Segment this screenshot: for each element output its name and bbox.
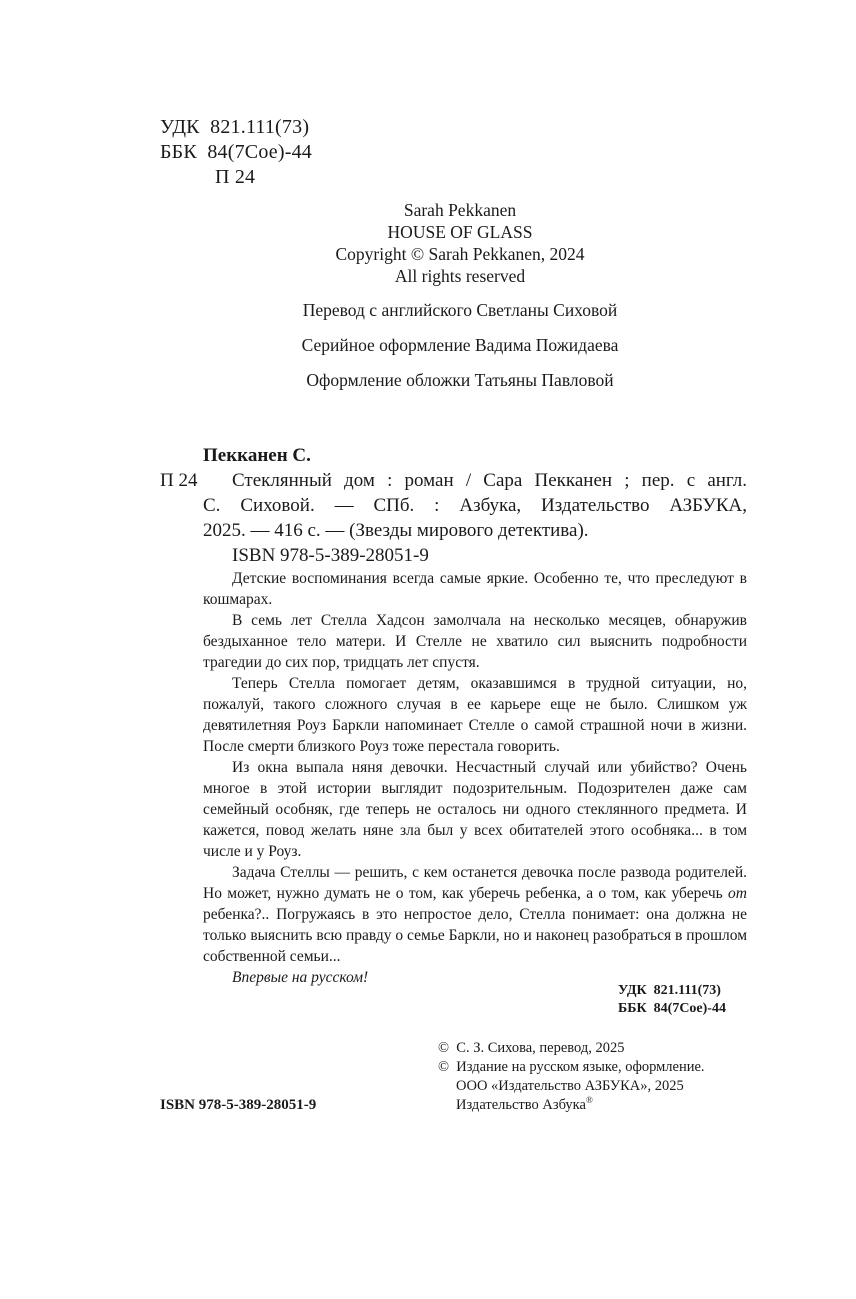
- original-copyright: Copyright © Sarah Pekkanen, 2024: [335, 244, 585, 264]
- original-rights: All rights reserved: [394, 266, 526, 286]
- bib-record: [203, 468, 747, 568]
- original-title: HOUSE OF GLASS: [387, 222, 533, 242]
- bbk-label: ББК: [160, 141, 197, 163]
- registered-mark-icon: ®: [585, 1095, 593, 1106]
- copyright-translation: © С. З. Сихова, перевод, 2025: [438, 1040, 625, 1056]
- udk-label: УДК: [160, 116, 200, 138]
- bib-isbn: ISBN 978-5-389-28051-9: [232, 545, 429, 566]
- bbk-bottom: ББК 84(7Сое)-44: [618, 1001, 726, 1016]
- bbk-top: [160, 140, 312, 165]
- annotation-paragraph: Из окна выпала няня девочки. Несчастный случай или убийство? Очень многое в этой истории выглядит подозрительным. Подозрителен даже сам семейный особняк, где теперь не осталось ни одного стеклянного предмета. И кажется, повод желать няне зла был у всех обитателей этого особняка... в том числе и у Роуз.: [203, 759, 747, 860]
- author-mark-top: П 24: [215, 166, 256, 188]
- original-author: Sarah Pekkanen: [403, 200, 517, 220]
- bib-line-1: Стеклянный дом : роман / Сара Пекканен ; пер. с англ.: [232, 470, 747, 491]
- udk-top: [160, 115, 309, 140]
- series-design-credit: Серийное оформление Вадима Пожидаева: [301, 335, 619, 355]
- copyright-edition: © Издание на русском языке, оформление.: [438, 1059, 705, 1075]
- udk-bottom: УДК 821.111(73): [618, 983, 721, 998]
- tagline: Впервые на русском!: [232, 969, 369, 986]
- cover-design-credit: Оформление обложки Татьяны Павловой: [306, 370, 614, 390]
- author-mark: П 24: [160, 470, 198, 491]
- translation-credit: Перевод с английского Светланы Сиховой: [302, 300, 618, 320]
- annotation-paragraph: Теперь Стелла помогает детям, оказавшимся в трудной ситуации, но, пожалуй, такого сложного случая в ее карьере еще не было. Слишком уж девятилетняя Роуз Баркли напоминает Стелле о самой страшной ночи в жизни. После смерти близкого Роуз тоже перестала говорить.: [203, 675, 747, 755]
- annotation-paragraph-last: Задача Стеллы — решить, с кем останется девочка после развода родителей. Но может, нужно думать не о том, как уберечь ребенка, а о том, как уберечь от ребенка?.. Погружаясь в это непростое дело, Стелла понимает: она должна не только выяснить всю правду о семье Баркли, но и наконец разобраться в прошлом собственной семьи...: [203, 864, 747, 965]
- footer-isbn: ISBN 978-5-389-28051-9: [160, 1097, 317, 1113]
- bib-line-2: С. Сиховой. — СПб. : Азбука, Издательство АЗБУКА,: [203, 495, 747, 516]
- author-heading: Пекканен С.: [203, 445, 311, 466]
- annotation-paragraph: В семь лет Стелла Хадсон замолчала на несколько месяцев, обнаружив бездыханное тело матери. И Стелле не хватило сил выяснить подробности трагедии до сих пор, тридцать лет спустя.: [203, 612, 747, 671]
- bbk-value: 84(7Сое)-44: [207, 141, 312, 163]
- annotation-paragraph: Детские воспоминания всегда самые яркие. Особенно те, что преследуют в кошмарах.: [203, 570, 747, 608]
- bib-line-3: 2025. — 416 с. — (Звезды мирового детектива).: [203, 520, 589, 541]
- footer-copyrights: [438, 1039, 705, 1115]
- original-credits: [260, 199, 660, 287]
- publisher-line: ООО «Издательство АЗБУКА», 2025: [456, 1078, 684, 1094]
- italic-emphasis: от: [728, 885, 747, 902]
- udk-value: 821.111(73): [210, 116, 310, 138]
- trademark-line: Издательство Азбука®: [456, 1095, 593, 1113]
- classification-bottom: [618, 982, 726, 1018]
- annotation: [203, 568, 747, 988]
